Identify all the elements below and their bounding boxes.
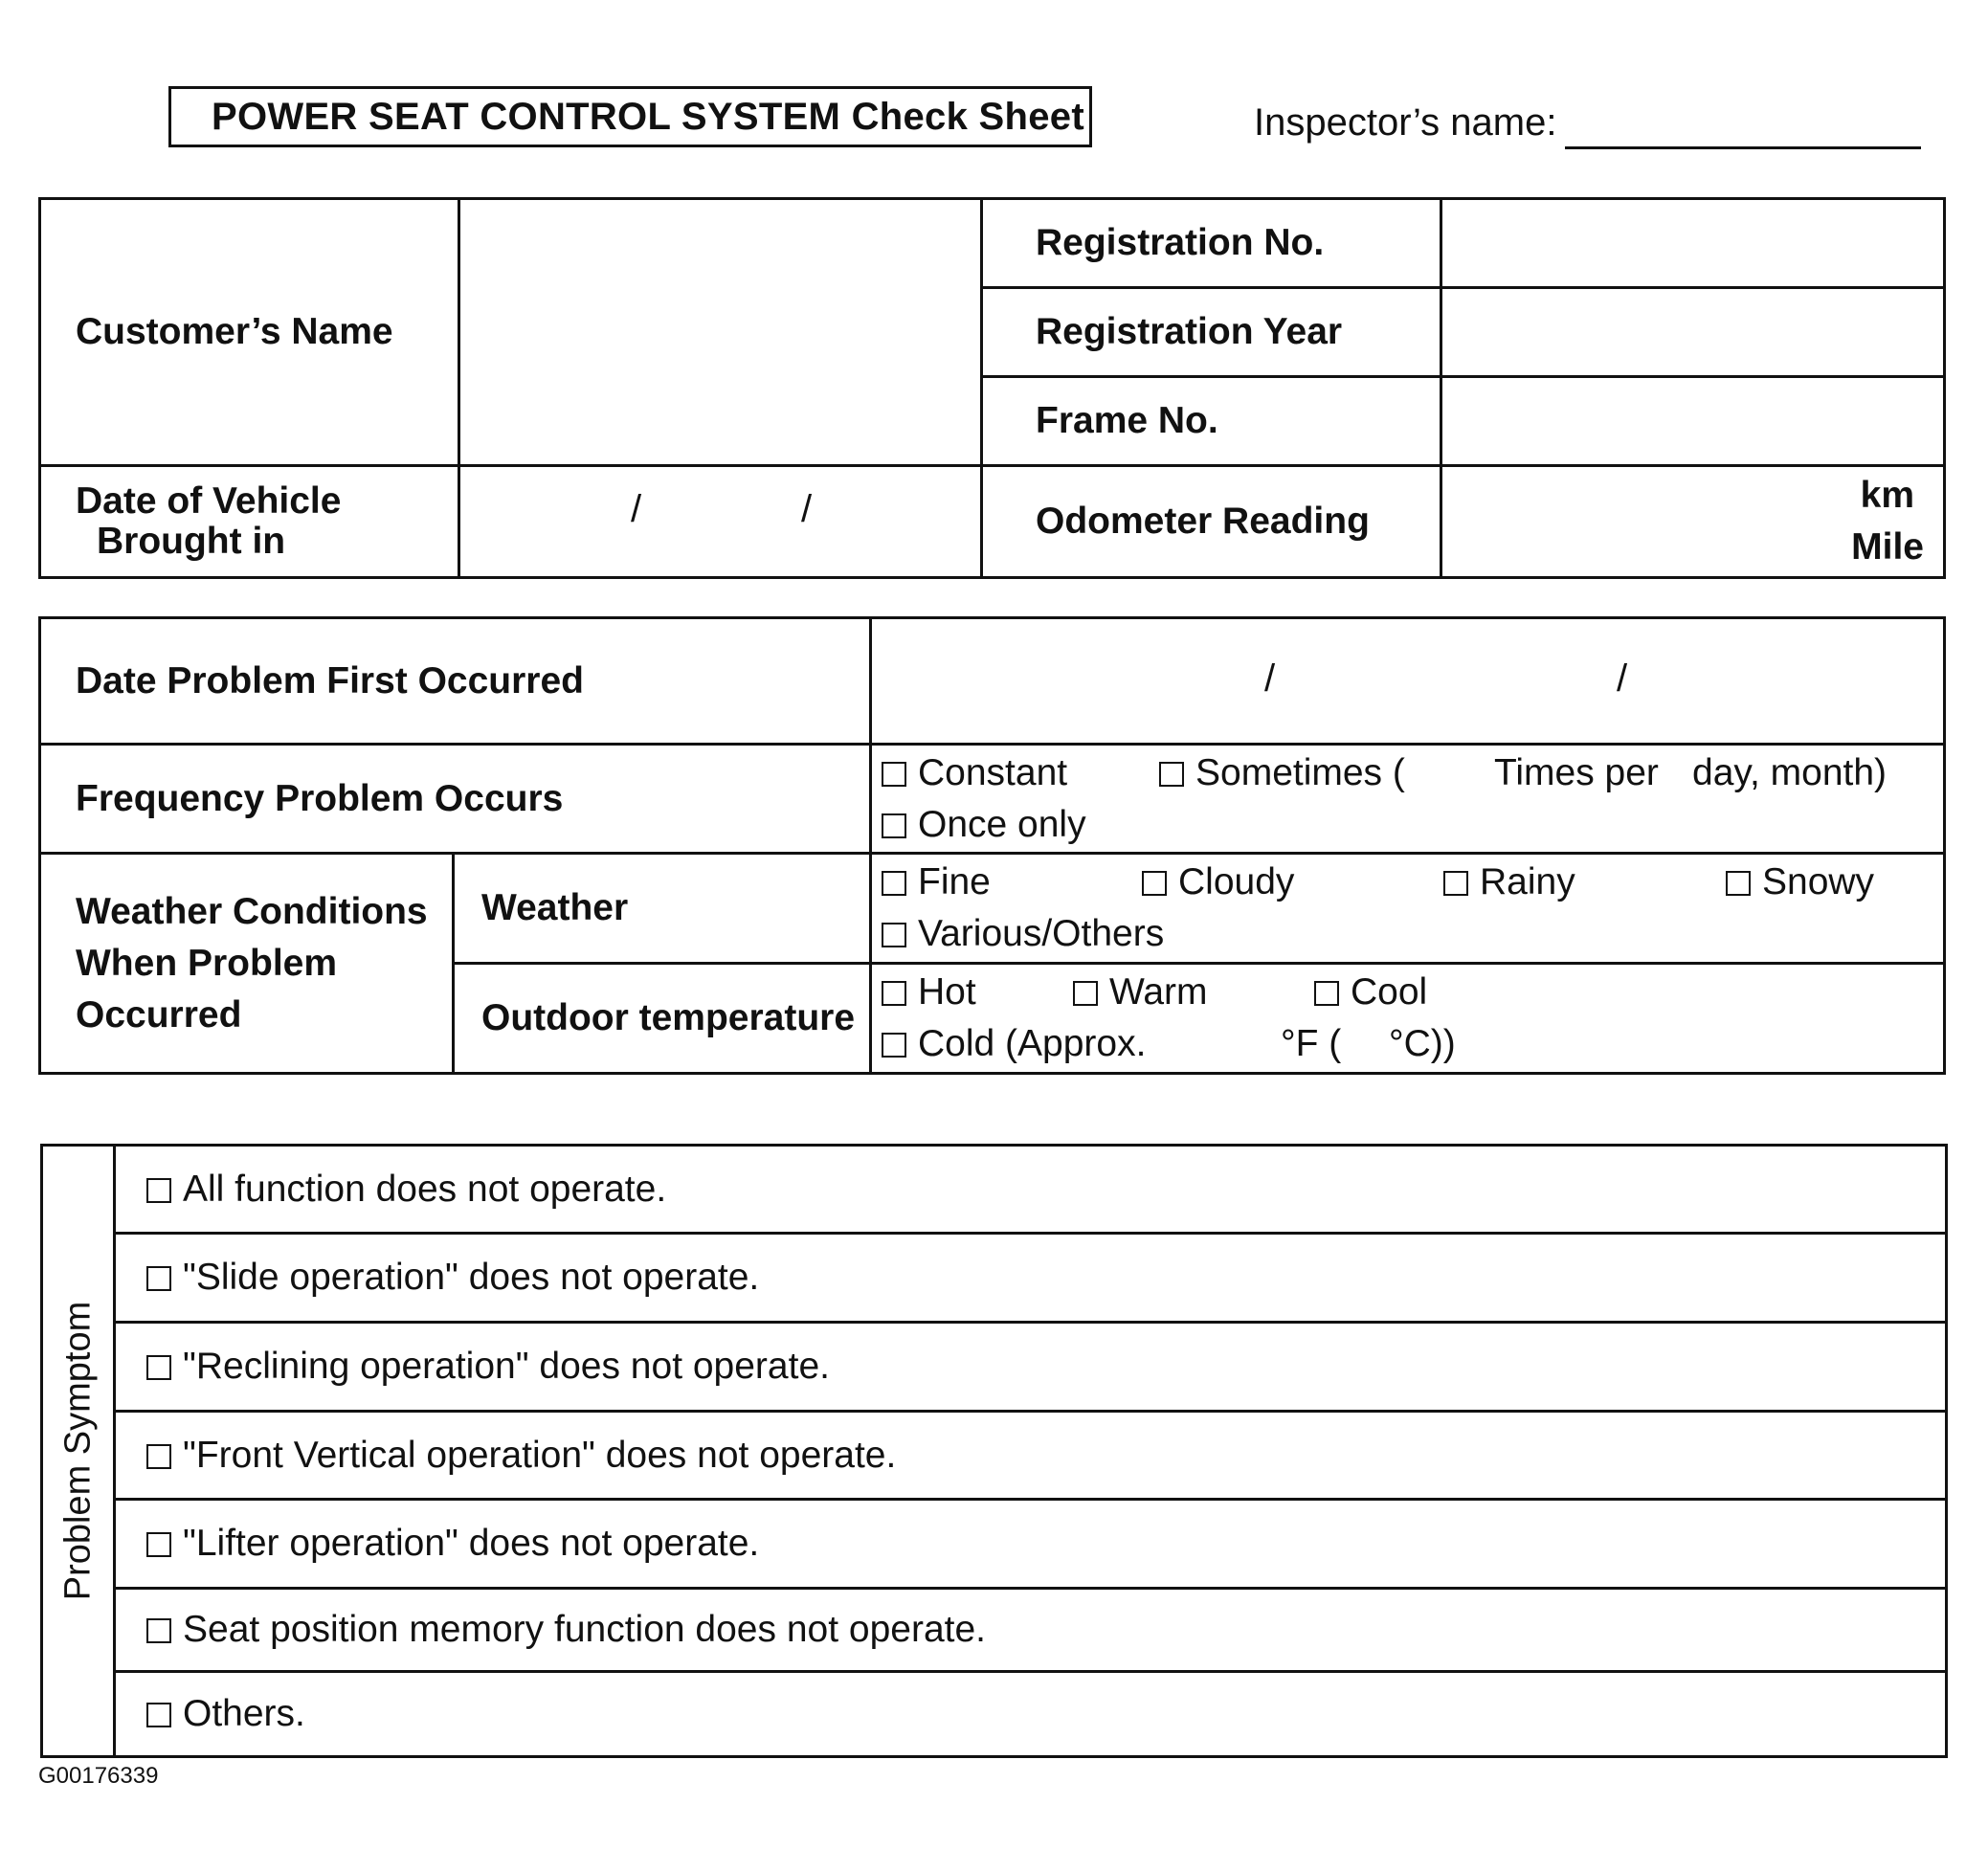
- frequency-once-option[interactable]: Once only: [882, 799, 1942, 851]
- frequency-constant-option[interactable]: Constant: [882, 747, 1067, 799]
- symptom-item[interactable]: All function does not operate.: [115, 1146, 1947, 1234]
- symptom-item[interactable]: "Slide operation" does not operate.: [115, 1234, 1947, 1323]
- temp-cool-option[interactable]: Cool: [1314, 967, 1427, 1018]
- weather-options: [871, 854, 1945, 964]
- frequency-day-month: day, month): [1692, 751, 1887, 793]
- registration-no-label: Registration No.: [982, 199, 1441, 288]
- symptom-item[interactable]: "Lifter operation" does not operate.: [115, 1500, 1947, 1589]
- problem-symptom-table: [40, 1144, 1948, 1758]
- symptom-item[interactable]: "Front Vertical operation" does not operate.: [115, 1412, 1947, 1500]
- checkbox[interactable]: [1726, 871, 1751, 896]
- weather-cloudy-option[interactable]: Cloudy: [1142, 857, 1294, 908]
- temp-unit-c: °C)): [1389, 1023, 1456, 1064]
- weather-various-option[interactable]: Various/Others: [882, 908, 1942, 960]
- date-brought-in-label: [40, 466, 459, 578]
- symptom-item[interactable]: Others.: [115, 1672, 1947, 1757]
- checkbox[interactable]: [882, 813, 906, 838]
- symptom-item[interactable]: "Reclining operation" does not operate.: [115, 1323, 1947, 1412]
- checkbox[interactable]: [882, 762, 906, 787]
- checkbox[interactable]: [1159, 762, 1184, 787]
- checkbox[interactable]: [882, 981, 906, 1006]
- frequency-times-per: Times per: [1494, 751, 1659, 793]
- checkbox[interactable]: [1314, 981, 1339, 1006]
- problem-symptom-section: [42, 1146, 115, 1757]
- inspector-name-label: Inspector’s name:: [1254, 101, 1557, 144]
- odometer-field[interactable]: [1441, 466, 1945, 578]
- date-first-occurred-label: Date Problem First Occurred: [40, 618, 871, 745]
- checkbox[interactable]: [146, 1703, 171, 1727]
- customer-name-label: Customer’s Name: [40, 199, 459, 466]
- checkbox[interactable]: [146, 1444, 171, 1469]
- registration-year-label: Registration Year: [982, 288, 1441, 377]
- date-first-occurred-field[interactable]: [871, 618, 1945, 745]
- temperature-options: [871, 964, 1945, 1074]
- checkbox[interactable]: [882, 923, 906, 947]
- customer-name-field[interactable]: [459, 199, 982, 466]
- checkbox[interactable]: [882, 871, 906, 896]
- registration-no-field[interactable]: [1441, 199, 1945, 288]
- date-separator-2: /: [801, 488, 813, 530]
- outdoor-temperature-label: Outdoor temperature: [454, 964, 871, 1074]
- checkbox[interactable]: [146, 1532, 171, 1557]
- date-brought-in-label-line2: Brought in: [97, 521, 286, 562]
- symptom-item[interactable]: Seat position memory function does not operate.: [115, 1589, 1947, 1672]
- checkbox[interactable]: [1142, 871, 1167, 896]
- weather-label: Weather: [454, 854, 871, 964]
- checkbox[interactable]: [146, 1178, 171, 1203]
- weather-snowy-option[interactable]: Snowy: [1726, 857, 1874, 908]
- odometer-unit-km: km: [1860, 475, 1914, 516]
- vehicle-info-table: [38, 197, 1946, 579]
- temp-warm-option[interactable]: Warm: [1073, 967, 1208, 1018]
- odometer-unit-mile: Mile: [1851, 526, 1924, 568]
- checkbox[interactable]: [882, 1033, 906, 1058]
- temp-unit-f: °F (: [1281, 1023, 1342, 1064]
- weather-rainy-option[interactable]: Rainy: [1443, 857, 1575, 908]
- weather-fine-option[interactable]: Fine: [882, 857, 991, 908]
- figure-code: G00176339: [38, 1763, 159, 1789]
- registration-year-field[interactable]: [1441, 288, 1945, 377]
- frequency-options: [871, 745, 1945, 854]
- date-brought-in-field[interactable]: [459, 466, 982, 578]
- date-separator-1: /: [631, 488, 642, 530]
- checkbox[interactable]: [146, 1355, 171, 1380]
- inspector-name-field[interactable]: [1565, 146, 1921, 149]
- date-brought-in-label-line1: Date of Vehicle: [76, 480, 342, 522]
- date-first-separator-1: /: [1264, 657, 1276, 700]
- odometer-label: Odometer Reading: [982, 466, 1441, 578]
- problem-symptom-label: Problem Symptom: [57, 1301, 98, 1601]
- frame-no-field[interactable]: [1441, 377, 1945, 466]
- frame-no-label: Frame No.: [982, 377, 1441, 466]
- frequency-sometimes-option[interactable]: Sometimes (: [1159, 747, 1405, 799]
- temp-cold-option[interactable]: Cold (Approx.: [882, 1018, 1146, 1070]
- checkbox[interactable]: [1443, 871, 1468, 896]
- date-first-separator-2: /: [1617, 657, 1628, 700]
- weather-conditions-label: Weather Conditions When Problem Occurred: [40, 854, 454, 1074]
- checkbox[interactable]: [146, 1266, 171, 1291]
- problem-info-table: [38, 616, 1946, 1075]
- checkbox[interactable]: [146, 1618, 171, 1643]
- temp-hot-option[interactable]: Hot: [882, 967, 976, 1018]
- check-sheet-title: POWER SEAT CONTROL SYSTEM Check Sheet: [168, 86, 1092, 147]
- frequency-label: Frequency Problem Occurs: [40, 745, 871, 854]
- checkbox[interactable]: [1073, 981, 1098, 1006]
